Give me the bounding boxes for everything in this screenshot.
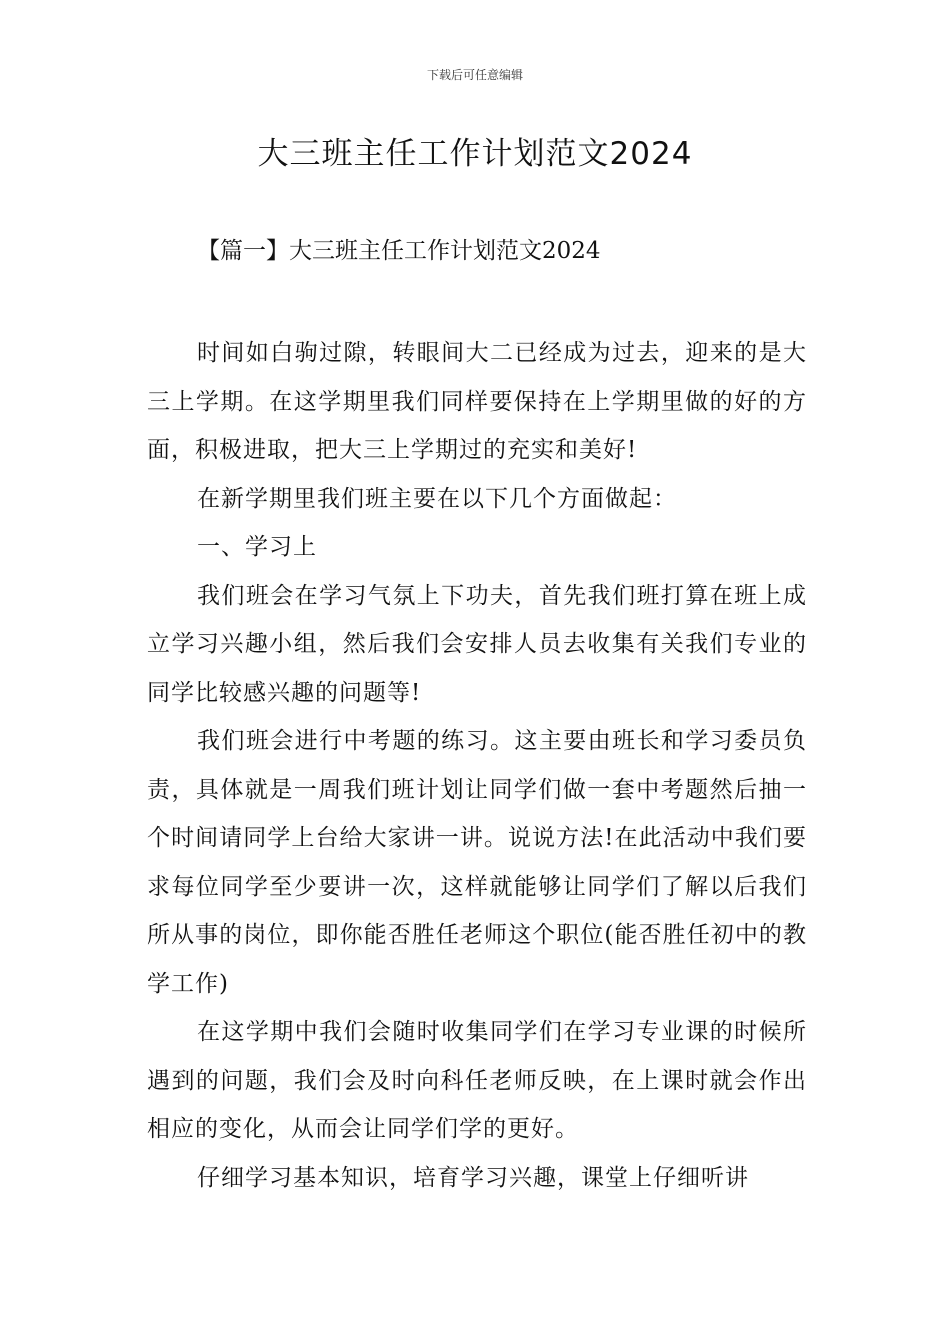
document-body: [147, 329, 807, 1202]
header-note: 下载后可任意编辑: [426, 68, 523, 82]
paragraph: 在这学期中我们会随时收集同学们在学习专业课的时候所遇到的问题，我们会及时向科任老师反映，在上课时就会作出相应的变化，从而会让同学们学的更好。: [147, 1019, 807, 1142]
paragraph: 在新学期里我们班主要在以下几个方面做起：: [197, 485, 677, 512]
paragraph: 时间如白驹过隙，转眼间大二已经成为过去，迎来的是大三上学期。在这学期里我们同样要保持在上学期里做的好的方面，积极进取，把大三上学期过的充实和美好!: [147, 340, 807, 463]
paragraph: 仔细学习基本知识，培育学习兴趣，课堂上仔细听讲: [197, 1164, 749, 1191]
document-title: 大三班主任工作计划范文2024: [257, 136, 693, 172]
section-heading: 【篇一】大三班主任工作计划范文2024: [197, 238, 601, 264]
paragraph: 我们班会在学习气氛上下功夫，首先我们班打算在班上成立学习兴趣小组，然后我们会安排人员去收集有关我们专业的同学比较感兴趣的问题等!: [147, 582, 807, 706]
paragraph: 我们班会进行中考题的练习。这主要由班长和学习委员负责，具体就是一周我们班计划让同学们做一套中考题然后抽一个时间请同学上台给大家讲一讲。说说方法!在此活动中我们要求每位同学至少要讲一次，这样就能够让同学们了解以后我们所从事的岗位，即你能否胜任老师这个职位(能否胜任初中的教学工作): [147, 728, 807, 997]
section-subheading: 一、学习上: [197, 534, 317, 560]
